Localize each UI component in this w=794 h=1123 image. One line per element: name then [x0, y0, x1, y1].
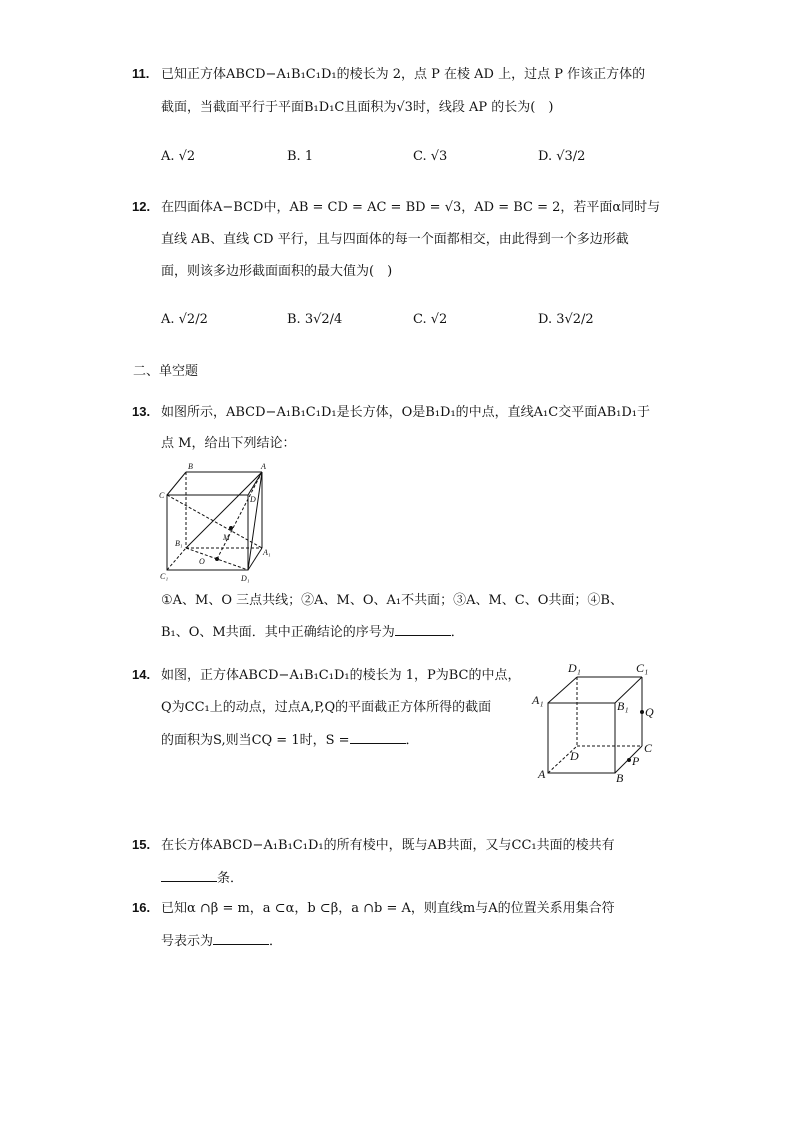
- question-text-line: 在长方体ABCD−A₁B₁C₁D₁的所有棱中，既与AB共面，又与CC₁共面的棱共有: [161, 838, 615, 853]
- punctuation: ．: [269, 934, 283, 949]
- question-number: 16.: [132, 900, 151, 915]
- question-text-line: Q为CC₁上的动点，过点A,P,Q的平面截正方体所得的截面: [161, 700, 492, 715]
- figure-label: C₁: [636, 661, 649, 675]
- cube-figure-14: [528, 660, 668, 785]
- option-c: C. √2: [413, 312, 448, 327]
- option-c: C. √3: [413, 149, 448, 164]
- figure-label: D₁: [568, 661, 581, 675]
- option-a: A. √2: [161, 149, 196, 164]
- question-number: 13.: [132, 404, 151, 419]
- question-number: 14.: [132, 667, 151, 682]
- question-text-line: ①A、M、O 三点共线；②A、M、O、A₁不共面；③A、M、C、O共面；④B、: [161, 593, 623, 608]
- question-text: 号表示为: [161, 934, 214, 949]
- figure-label: D: [250, 495, 256, 504]
- figure-label: A₁: [263, 548, 271, 557]
- question-text-line: 如图所示，ABCD−A₁B₁C₁D₁是长方体，O是B₁D₁的中点，直线A₁C交平面AB₁D₁于: [161, 405, 650, 420]
- question-text-line: [161, 623, 464, 642]
- figure-label: Q: [645, 705, 654, 719]
- figure-label: P: [632, 754, 640, 768]
- punctuation: ．: [405, 733, 419, 748]
- cuboid-figure-13: [155, 460, 280, 585]
- question-number: 11.: [132, 66, 150, 81]
- question-text-line: 截面，当截面平行于平面B₁D₁C且面积为√3时，线段 AP 的长为( ): [161, 100, 554, 115]
- option-b: B. 3√2/4: [287, 312, 343, 327]
- question-number: 12.: [132, 199, 151, 214]
- figure-label: D₁: [241, 574, 250, 583]
- question-text-line: [161, 932, 282, 951]
- question-text: 的面积为S,则当CQ = 1时，S =: [161, 733, 350, 748]
- question-text-line: 直线 AB、直线 CD 平行，且与四面体的每一个面都相交，由此得到一个多边形截: [161, 232, 629, 247]
- figure-label: A₁: [532, 693, 544, 707]
- question-text-line: 已知α ∩β = m，a ⊂α，b ⊂β，a ∩b = A，则直线m与A的位置关系用集合符: [161, 901, 615, 916]
- figure-label: O: [199, 557, 205, 566]
- question-text-line: 面，则该多边形截面面积的最大值为( ): [161, 264, 393, 279]
- figure-label: A: [538, 767, 546, 781]
- figure-label: B: [188, 462, 193, 471]
- question-number: 15.: [132, 837, 151, 852]
- question-text: B₁、O、M共面．其中正确结论的序号为: [161, 625, 395, 640]
- question-text-line: 在四面体A−BCD中，AB = CD = AC = BD = √3，AD = BC = 2，若平面α同时与: [161, 200, 661, 215]
- answer-blank[interactable]: [395, 623, 451, 636]
- figure-label: C₁: [160, 572, 169, 581]
- figure-label: B: [616, 771, 624, 785]
- section-title: 二、单空题: [133, 363, 199, 378]
- punctuation: 条．: [217, 871, 244, 886]
- option-a: A. √2/2: [161, 312, 208, 327]
- option-b: B. 1: [287, 149, 314, 164]
- figure-label: C: [644, 741, 653, 755]
- figure-label: B₁: [175, 539, 183, 548]
- question-text-line: [161, 869, 243, 888]
- figure-label: B₁: [617, 699, 629, 713]
- answer-blank[interactable]: [350, 731, 406, 744]
- question-text-line: 已知正方体ABCD−A₁B₁C₁D₁的棱长为 2，点 P 在棱 AD 上，过点 P 作该正方体的: [161, 67, 646, 82]
- figure-label: D: [570, 749, 579, 763]
- punctuation: ．: [450, 625, 464, 640]
- question-text-line: [161, 731, 419, 750]
- answer-blank[interactable]: [213, 932, 269, 945]
- figure-label: A: [261, 462, 266, 471]
- question-text-line: 如图，正方体ABCD−A₁B₁C₁D₁的棱长为 1，P为BC的中点，: [161, 668, 521, 683]
- figure-label: C: [159, 491, 165, 500]
- figure-label: M: [223, 533, 230, 542]
- option-d: D. 3√2/2: [538, 312, 594, 327]
- answer-blank[interactable]: [161, 869, 217, 882]
- question-text-line: 点 M，给出下列结论：: [161, 436, 296, 451]
- option-d: D. √3/2: [538, 149, 586, 164]
